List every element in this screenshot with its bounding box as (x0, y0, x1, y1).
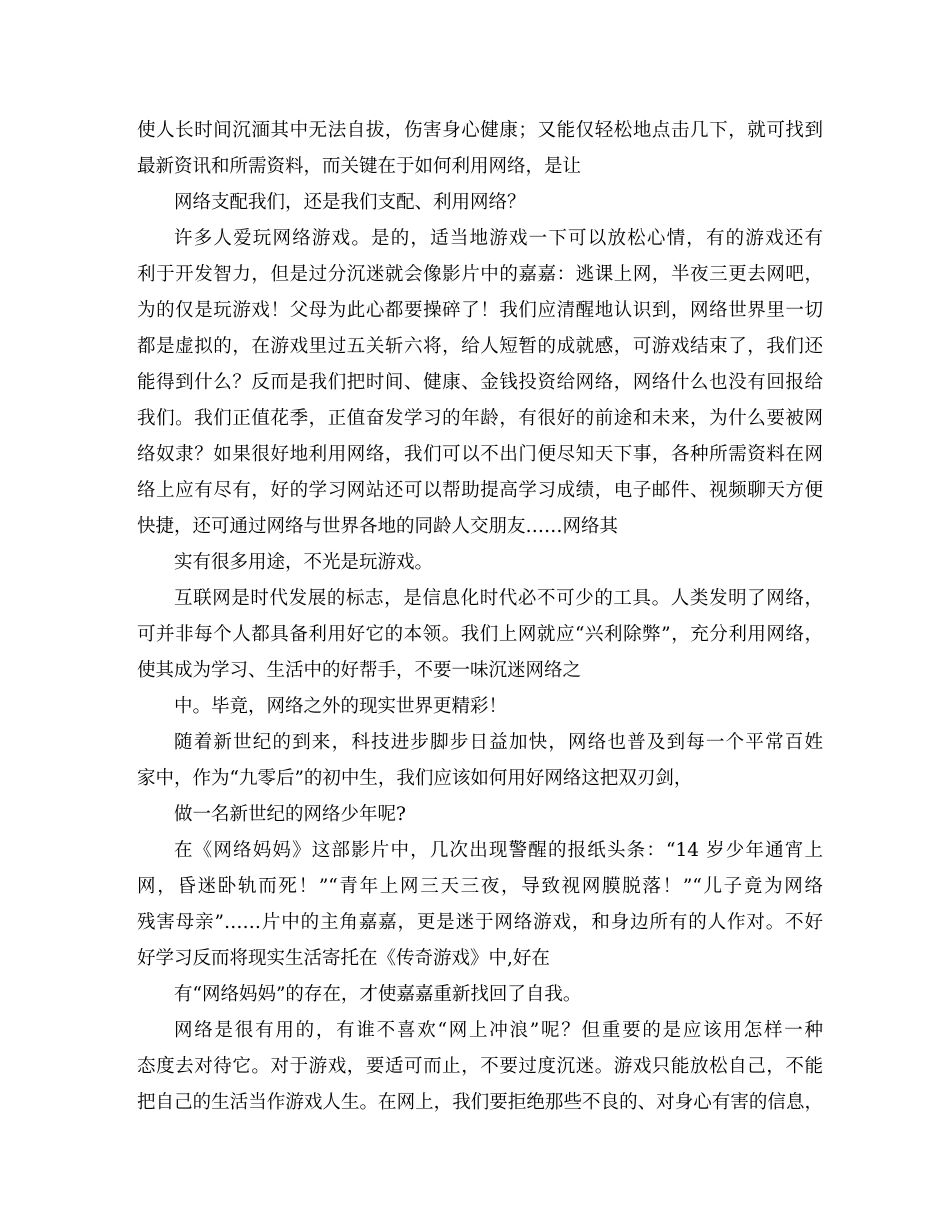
text-line: 态度去对待它。对于游戏，要适可而止，不要过度沉迷。游戏只能放松自己，不能 (137, 1056, 823, 1077)
text-line: 为的仅是玩游戏！父母为此心都要操碎了！我们应清醒地认识到，网络世界里一切 (137, 300, 823, 321)
text-line: 互联网是时代发展的标志，是信息化时代必不可少的工具。人类发明了网络， (174, 588, 823, 609)
text-line: 中。毕竟，网络之外的现实世界更精彩！ (174, 696, 508, 717)
text-line: 家中，作为“九零后”的初中生，我们应该如何用好网络这把双刃剑， (137, 768, 693, 789)
text-line: 网络支配我们，还是我们支配、利用网络？ (174, 192, 526, 213)
text-line: 残害母亲”……片中的主角嘉嘉，更是迷于网络游戏，和身边所有的人作对。不好 (137, 912, 823, 933)
text-line: 都是虚拟的，在游戏里过五关斩六将，给人短暂的成就感，可游戏结束了，我们还 (137, 336, 823, 357)
text-line: 做一名新世纪的网络少年呢? (174, 804, 406, 825)
text-line: 络奴隶？如果很好地利用网络，我们可以不出门便尽知天下事，各种所需资料在网 (137, 444, 823, 465)
text-line: 好学习反而将现实生活寄托在《传奇游戏》中,好在 (137, 948, 550, 969)
document-body (137, 113, 823, 1121)
text-line: 网，昏迷卧轨而死！”“青年上网三天三夜，导致视网膜脱落！”“儿子竟为网络 (137, 876, 823, 897)
text-line: 许多人爱玩网络游戏。是的，适当地游戏一下可以放松心情，有的游戏还有 (174, 228, 823, 249)
text-line: 可并非每个人都具备利用好它的本领。我们上网就应“兴利除弊”，充分利用网络， (137, 624, 823, 645)
text-line: 网络是很有用的，有谁不喜欢“网上冲浪”呢？但重要的是应该用怎样一种 (174, 1020, 823, 1041)
text-line: 使其成为学习、生活中的好帮手，不要一味沉迷网络之 (137, 660, 582, 681)
text-line: 随着新世纪的到来，科技进步脚步日益加快，网络也普及到每一个平常百姓 (174, 732, 823, 753)
text-line: 我们。我们正值花季，正值奋发学习的年龄，有很好的前途和未来，为什么要被网 (137, 408, 823, 429)
text-line: 络上应有尽有，好的学习网站还可以帮助提高学习成绩，电子邮件、视频聊天方便 (137, 480, 823, 501)
text-line: 快捷，还可通过网络与世界各地的同龄人交朋友……网络其 (137, 516, 619, 537)
text-line: 利于开发智力，但是过分沉迷就会像影片中的嘉嘉：逃课上网，半夜三更去网吧， (137, 264, 823, 285)
text-line: 能得到什么？反而是我们把时间、健康、金钱投资给网络，网络什么也没有回报给 (137, 372, 823, 393)
text-line: 在《网络妈妈》这部影片中，几次出现警醒的报纸头条：“14 岁少年通宵上 (174, 840, 823, 861)
text-line: 把自己的生活当作游戏人生。在网上，我们要拒绝那些不良的、对身心有害的信息， (137, 1092, 823, 1113)
text-line: 最新资讯和所需资料，而关键在于如何利用网络，是让 (137, 156, 582, 177)
text-line: 有“网络妈妈”的存在，才使嘉嘉重新找回了自我。 (174, 984, 582, 1005)
text-line: 使人长时间沉湎其中无法自拔，伤害身心健康；又能仅轻松地点击几下，就可找到 (137, 120, 823, 141)
text-line: 实有很多用途，不光是玩游戏。 (174, 552, 434, 573)
